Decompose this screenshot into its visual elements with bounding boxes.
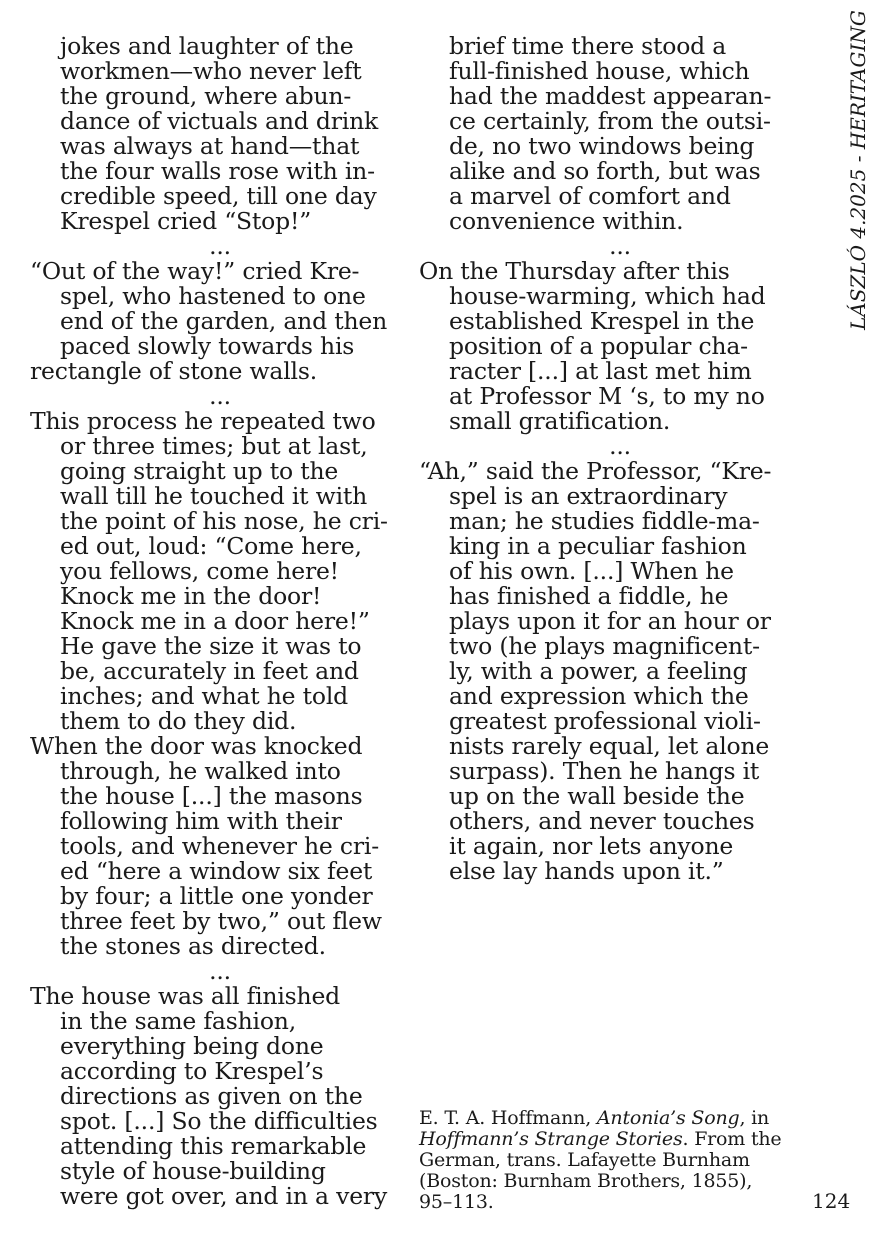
text-line: Knock me in a door here!”: [60, 607, 370, 635]
text-line: full-finished house, which: [449, 57, 750, 85]
text-line: ed out, loud: “Come here,: [60, 532, 362, 560]
text-line: nists rarely equal, let alone: [449, 732, 770, 760]
section-separator: ...: [609, 432, 631, 460]
citation-work-title: Antonia’s Song: [596, 1107, 740, 1129]
text-line: it again, nor lets anyone: [449, 832, 734, 860]
text-line: racter [...] at last met him: [449, 357, 752, 385]
section-separator: ...: [609, 232, 631, 260]
text-line: small gratification.: [449, 407, 671, 435]
text-line: plays upon it for an hour or: [449, 607, 771, 635]
text-line: position of a popular cha-: [449, 332, 748, 360]
citation-line: 95–113.: [419, 1191, 494, 1213]
paragraph: [30, 984, 400, 1209]
text-line: workmen—who never left: [60, 57, 362, 85]
paragraph: [30, 259, 400, 384]
text-line: you fellows, come here!: [60, 557, 339, 585]
citation-book-title: Hoffmann’s Strange Stories: [419, 1128, 683, 1150]
left-text-column: [30, 34, 400, 1209]
paragraph: [30, 34, 400, 234]
text-line: up on the wall beside the: [449, 782, 745, 810]
paragraph: [419, 34, 791, 234]
text-line: This process he repeated two: [30, 407, 376, 435]
text-line: others, and never touches: [449, 807, 755, 835]
text-line: or three times; but at last,: [60, 432, 368, 460]
text-line: man; he studies fiddle-ma-: [449, 507, 760, 535]
text-line: at Professor M ‘s, to my no: [449, 382, 765, 410]
paragraph: [419, 459, 791, 884]
text-line: ce certainly, from the outsi-: [449, 107, 771, 135]
text-line: was always at hand—that: [60, 132, 360, 160]
text-line: going straight up to the: [60, 457, 339, 485]
text-line: of his own. [...] When he: [449, 557, 734, 585]
text-line: brief time there stood a: [449, 32, 727, 60]
text-line: else lay hands upon it.”: [449, 857, 724, 885]
text-line: king in a peculiar fashion: [449, 532, 747, 560]
text-line: inches; and what he told: [60, 682, 348, 710]
source-citation: [419, 1108, 791, 1213]
text-line: ed “here a window six feet: [60, 857, 373, 885]
text-line: paced slowly towards his: [60, 332, 355, 360]
citation-author: E. T. A. Hoffmann,: [419, 1107, 597, 1129]
text-line: the stones as directed.: [60, 932, 326, 960]
text-line: through, he walked into: [60, 757, 341, 785]
text-line: de, no two windows being: [449, 132, 755, 160]
text-line: three feet by two,” out flew: [60, 907, 382, 935]
text-line: had the maddest appearan-: [449, 82, 772, 110]
text-line: following him with their: [60, 807, 342, 835]
paragraph: [419, 259, 791, 434]
text-line: wall till he touched it with: [60, 482, 368, 510]
text-line: two (he plays magnificent-: [449, 632, 760, 660]
page-number: 124: [812, 1189, 851, 1213]
running-head: LÁSZLÓ 4.2025 - HERITAGING: [846, 10, 870, 330]
paragraph: [30, 734, 400, 959]
text-line: everything being done: [60, 1032, 324, 1060]
text-line: according to Krespel’s: [60, 1057, 324, 1085]
paragraph: [30, 409, 400, 734]
text-line: house-warming, which had: [449, 282, 766, 310]
text-line: directions as given on the: [60, 1082, 363, 1110]
text-line: greatest professional violi-: [449, 707, 761, 735]
text-line: attending this remarkable: [60, 1132, 367, 1160]
text-line: and expression which the: [449, 682, 749, 710]
citation-in: , in: [739, 1107, 770, 1129]
text-line: On the Thursday after this: [419, 257, 730, 285]
text-line: He gave the size it was to: [60, 632, 362, 660]
text-line: in the same fashion,: [60, 1007, 296, 1035]
text-line: spel, who hastened to one: [60, 282, 366, 310]
text-line: ly, with a power, a feeling: [449, 657, 748, 685]
text-line: “Out of the way!” cried Kre-: [30, 257, 360, 285]
text-line: “Ah,” said the Professor, “Kre-: [419, 457, 772, 485]
section-separator: ...: [209, 382, 231, 410]
text-line: them to do they did.: [60, 707, 297, 735]
text-line: jokes and laughter of the: [60, 32, 354, 60]
text-line: spel is an extraordinary: [449, 482, 728, 510]
citation-line: (Boston: Burnham Brothers, 1855),: [419, 1170, 753, 1192]
text-line: the four walls rose with in-: [60, 157, 375, 185]
text-line: credible speed, till one day: [60, 182, 377, 210]
text-line: dance of victuals and drink: [60, 107, 379, 135]
text-line: spot. [...] So the difficulties: [60, 1107, 378, 1135]
text-line: style of house-building: [60, 1157, 326, 1185]
text-line: The house was all finished: [30, 982, 341, 1010]
text-line: Knock me in the door!: [60, 582, 322, 610]
text-line: a marvel of comfort and: [449, 182, 731, 210]
text-line: tools, and whenever he cri-: [60, 832, 379, 860]
section-separator: ...: [209, 957, 231, 985]
right-text-column: [419, 34, 791, 884]
text-line: rectangle of stone walls.: [30, 357, 317, 385]
text-line: Krespel cried “Stop!”: [60, 207, 312, 235]
text-line: were got over, and in a very: [60, 1182, 388, 1210]
text-line: surpass). Then he hangs it: [449, 757, 760, 785]
text-line: the house [...] the masons: [60, 782, 363, 810]
section-separator: ...: [209, 232, 231, 260]
text-line: When the door was knocked: [30, 732, 363, 760]
text-line: has finished a fiddle, he: [449, 582, 729, 610]
text-line: by four; a little one yonder: [60, 882, 373, 910]
text-line: convenience within.: [449, 207, 684, 235]
text-line: end of the garden, and then: [60, 307, 388, 335]
text-line: the point of his nose, he cri-: [60, 507, 388, 535]
text-line: established Krespel in the: [449, 307, 755, 335]
text-line: the ground, where abun-: [60, 82, 352, 110]
text-line: alike and so forth, but was: [449, 157, 761, 185]
citation-line: German, trans. Lafayette Burnham: [419, 1149, 750, 1171]
text-line: be, accurately in feet and: [60, 657, 359, 685]
citation-rest: . From the: [682, 1128, 782, 1150]
